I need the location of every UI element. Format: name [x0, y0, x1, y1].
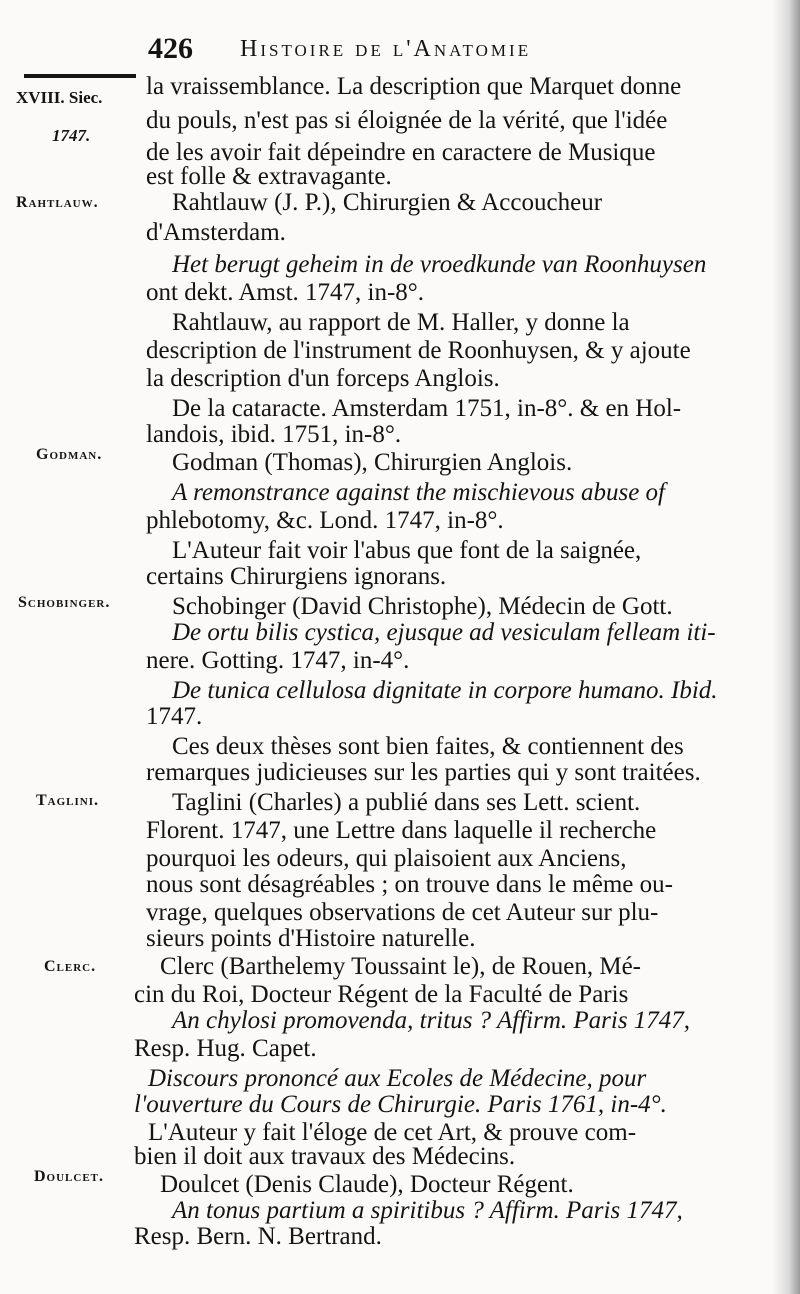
text-line: L'Auteur y fait l'éloge de cet Art, & prouve com- — [148, 1119, 637, 1146]
margin-note-century: XVIII. Siec. — [16, 88, 103, 107]
text-line: du pouls, n'est pas si éloignée de la vérité, que l'idée — [146, 107, 668, 134]
page-header — [148, 30, 768, 70]
text-line: Het berugt geheim in de vroedkunde van Roonhuysen — [172, 251, 707, 278]
text-line: De tunica cellulosa dignitate in corpore humano. Ibid. — [172, 677, 718, 704]
text-line: Florent. 1747, une Lettre dans laquelle il recherche — [146, 817, 657, 844]
text-line: phlebotomy, &c. Lond. 1747, in-8°. — [146, 507, 504, 534]
text-line: Doulcet (Denis Claude), Docteur Régent. — [160, 1171, 574, 1198]
header-rule — [24, 74, 136, 78]
text-line: An tonus partium a spiritibus ? Affirm. Paris 1747, — [172, 1197, 683, 1224]
text-line: L'Auteur fait voir l'abus que font de la saignée, — [172, 537, 642, 564]
text-line: la vraissemblance. La description que Marquet donne — [146, 73, 682, 100]
margin-note-godman: Godman. — [36, 446, 103, 463]
text-line: l'ouverture du Cours de Chirurgie. Paris 1761, in-4°. — [134, 1091, 667, 1118]
text-line: landois, ibid. 1751, in-8°. — [146, 421, 402, 448]
text-line: cin du Roi, Docteur Régent de la Faculté de Paris — [134, 981, 629, 1008]
text-line: Resp. Bern. N. Bertrand. — [134, 1223, 382, 1250]
margin-note-taglini: Taglini. — [36, 792, 100, 809]
text-line: De ortu bilis cystica, ejusque ad vesiculam felleam iti- — [172, 619, 716, 646]
running-title: Histoire de l'Anatomie — [240, 36, 532, 62]
text-line: Schobinger (David Christophe), Médecin de Gott. — [172, 593, 673, 620]
text-line: de les avoir fait dépeindre en caractere de Musique — [146, 139, 656, 166]
text-line: sieurs points d'Histoire naturelle. — [146, 925, 476, 952]
text-line: Rahtlauw, au rapport de M. Haller, y donne la — [172, 309, 630, 336]
text-line: An chylosi promovenda, tritus ? Affirm. Paris 1747, — [172, 1007, 691, 1034]
text-line: 1747. — [146, 703, 203, 730]
text-line: Taglini (Charles) a publié dans ses Lett. scient. — [172, 789, 641, 816]
margin-note-doulcet: Doulcet. — [34, 1168, 105, 1185]
text-line: certains Chirurgiens ignorans. — [146, 563, 447, 590]
text-line: Resp. Hug. Capet. — [134, 1035, 317, 1062]
text-line: d'Amsterdam. — [146, 219, 286, 246]
page-number: 426 — [148, 32, 193, 65]
margin-note-year: 1747. — [52, 126, 91, 145]
text-line: Godman (Thomas), Chirurgien Anglois. — [172, 449, 573, 476]
text-line: nere. Gotting. 1747, in-4°. — [146, 647, 410, 674]
text-line: A remonstrance against the mischievous abuse of — [172, 479, 665, 506]
text-line: est folle & extravagante. — [146, 163, 392, 190]
text-line: Discours prononcé aux Ecoles de Médecine, pour — [148, 1065, 647, 1092]
text-line: nous sont désagréables ; on trouve dans le même ou- — [146, 871, 673, 898]
text-line: Ces deux thèses sont bien faites, & contiennent des — [172, 733, 684, 760]
margin-note-rahtlauw: Rahtlauw. — [16, 194, 99, 211]
text-line: description de l'instrument de Roonhuysen, & y ajoute — [146, 337, 691, 364]
text-line: Rahtlauw (J. P.), Chirurgien & Accoucheur — [172, 189, 603, 216]
text-line: remarques judicieuses sur les parties qui y sont traitées. — [146, 759, 701, 786]
text-line: bien il doit aux travaux des Médecins. — [134, 1143, 516, 1170]
text-line: Clerc (Barthelemy Toussaint le), de Rouen, Mé- — [160, 953, 641, 980]
text-line: pourquoi les odeurs, qui plaisoient aux Anciens, — [146, 845, 627, 872]
page-edge-shadow — [772, 0, 800, 1294]
margin-note-clerc: Clerc. — [44, 958, 97, 975]
margin-note-schobinger: Schobinger. — [18, 594, 111, 611]
text-line: ont dekt. Amst. 1747, in-8°. — [146, 279, 425, 306]
text-line: la description d'un forceps Anglois. — [146, 365, 500, 392]
text-line: vrage, quelques observations de cet Auteur sur plu- — [146, 899, 659, 926]
text-line: De la cataracte. Amsterdam 1751, in-8°. & en Hol- — [172, 395, 682, 422]
